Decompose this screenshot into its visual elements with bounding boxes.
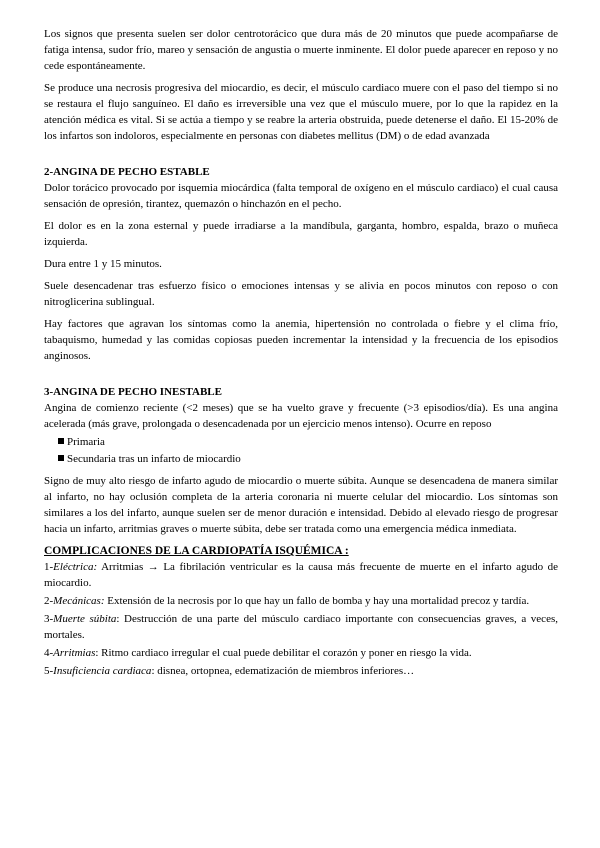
list-item: 3-Muerte súbita: Destrucción de una parte del músculo cardiaco importante con consecuencias graves, a veces, mortales. <box>44 613 558 641</box>
stable-paragraph-3: Dura entre 1 y 15 minutos. <box>44 258 162 270</box>
complications-heading: COMPLICACIONES DE LA CARDIOPATÍA ISQUÉMICA : <box>44 545 349 557</box>
square-bullet-icon <box>58 455 64 461</box>
unstable-bullet-list <box>44 434 558 467</box>
stable-paragraph-2: El dolor es en la zona esternal y puede irradiarse a la mandíbula, garganta, hombro, espalda, brazo o muñeca izquierda. <box>44 220 558 248</box>
list-item: 2-Mecánicas: Extensión de la necrosis por lo que hay un fallo de bomba y hay una mortalidad precoz y tardía. <box>44 595 530 607</box>
list-item: 5-Insuficiencia cardiaca: disnea, ortopnea, edematización de miembros inferiores… <box>44 665 415 677</box>
section-gap <box>44 370 558 384</box>
section-gap <box>44 150 558 164</box>
stable-angina-heading: 2-ANGINA DE PECHO ESTABLE <box>44 166 210 178</box>
stable-paragraph-1: Dolor torácico provocado por isquemia miocárdica (falta temporal de oxígeno en el músculo cardiaco) el cual causa sensación de opresión, tirantez, quemazón o hinchazón en el pecho. <box>44 182 558 210</box>
stable-paragraph-4: Suele desencadenar tras esfuerzo físico o emociones intensas y se alivia en pocos minutos con reposo o con nitroglicerina sublingual. <box>44 280 558 308</box>
list-item: Secundaria tras un infarto de miocardio <box>58 451 558 467</box>
complications-list <box>44 559 558 679</box>
list-item: 1-Eléctrica: Arritmias → La fibrilación ventricular es la causa más frecuente de muerte en el infarto agudo de miocardio. <box>44 561 558 589</box>
intro-paragraph-2: Se produce una necrosis progresiva del miocardio, es decir, el músculo cardiaco muere con el paso del tiempo si no se restaura el flujo sanguíneo. El daño es irreversible una vez que el músculo muere, por lo que la rapidez en la atención médica es vital. Si se actúa a tiempo y se reabre la arteria obstruida, puede detenerse el daño. El 15-20% de los infartos son indoloros, especialmente en personas con diabetes mellitus (DM) o de edad avanzada <box>44 82 558 142</box>
stable-paragraph-5: Hay factores que agravan los síntomas como la anemia, hipertensión no controlada o fiebre y el clima frío, tabaquismo, humedad y las comidas copiosas pueden incrementar la intensidad y la frecuencia de los episodios anginosos. <box>44 318 558 362</box>
unstable-paragraph-1: Angina de comienzo reciente (<2 meses) que se ha vuelto grave y frecuente (>3 episodios/día). Es una angina acelerada (más grave, prolongada o desencadenada por un ejercicio menos intenso). Ocurre en reposo <box>44 402 558 430</box>
list-item: 4-Arritmias: Ritmo cardiaco irregular el cual puede debilitar el corazón y poner en riesgo la vida. <box>44 647 472 659</box>
unstable-paragraph-2: Signo de muy alto riesgo de infarto agudo de miocardio o muerte súbita. Aunque se desencadena de manera similar al infarto, no hay oclusión completa de la arteria coronaria ni muerte celular del miocardio. Los síntomas son similares a los del infarto, aunque suelen ser de menor duración e intensidad. Debido al elevado riesgo de progresar hacia un infarto, arritmias graves o muerte súbita, debe ser tratada como una emergencia médica inmediata. <box>44 475 558 535</box>
intro-paragraph-1: Los signos que presenta suelen ser dolor centrotorácico que dura más de 20 minutos que puede acompañarse de fatiga intensa, sudor frío, mareo y sensación de angustia o muerte inminente. El dolor puede aparecer en reposo y no cede espontáneamente. <box>44 28 558 72</box>
unstable-angina-heading: 3-ANGINA DE PECHO INESTABLE <box>44 386 222 398</box>
square-bullet-icon <box>58 438 64 444</box>
list-item: Primaria <box>58 434 558 450</box>
document-page <box>44 26 558 681</box>
